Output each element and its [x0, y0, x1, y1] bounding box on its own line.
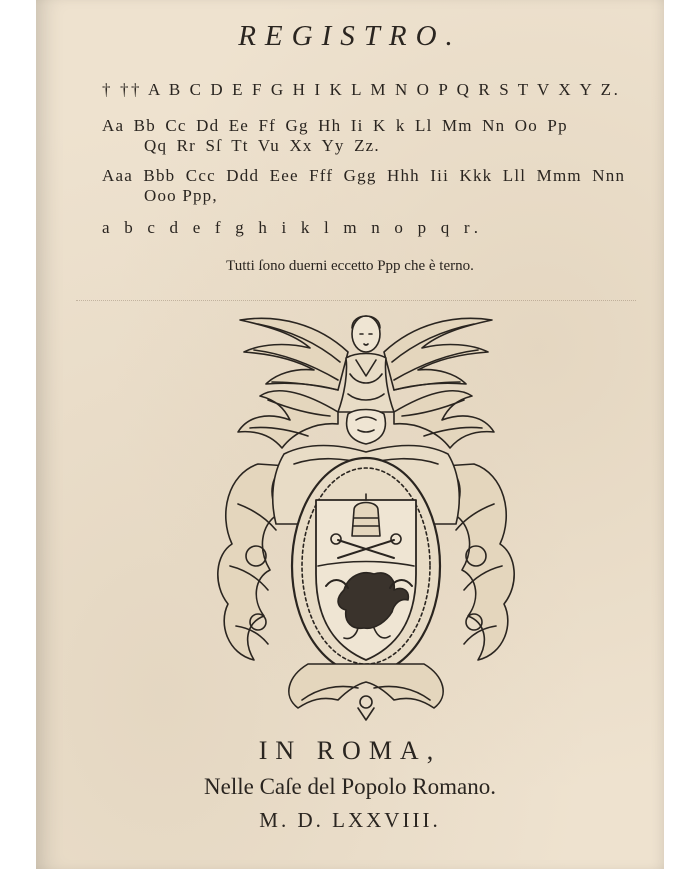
imprint-city: IN ROMA,	[258, 736, 442, 765]
register-line-double-continued: Qq Rr Sſ Tt Vu Xx Yy Zz.	[144, 136, 380, 155]
page-title: REGISTRO.	[238, 20, 462, 52]
register-line-triple: Aaa Bbb Ccc Ddd Eee Fff Ggg Hhh Iii Kkk Lll Mmm Nnn	[102, 166, 626, 185]
imprint-year: M. D. LXXVIII.	[259, 808, 441, 832]
register-line-triple-continued: Ooo Ppp,	[144, 186, 218, 205]
imprint-publisher: Nelle Caſe del Popolo Romano.	[204, 774, 496, 799]
register-line-lowercase: a b c d e f g h i k l m n o p q r.	[102, 218, 484, 237]
register-line-signatures: † †† A B C D E F G H I K L M N O P Q R S T V X Y Z.	[102, 80, 621, 99]
quire-note: Tutti ſono duerni eccetto Ppp che è terno.	[226, 258, 474, 274]
winged-angel-coat-of-arms-icon	[198, 304, 534, 722]
register-line-double: Aa Bb Cc Dd Ee Ff Gg Hh Ii K k Ll Mm Nn Oo Pp	[102, 116, 568, 135]
book-page	[36, 0, 664, 869]
divider	[76, 300, 636, 301]
